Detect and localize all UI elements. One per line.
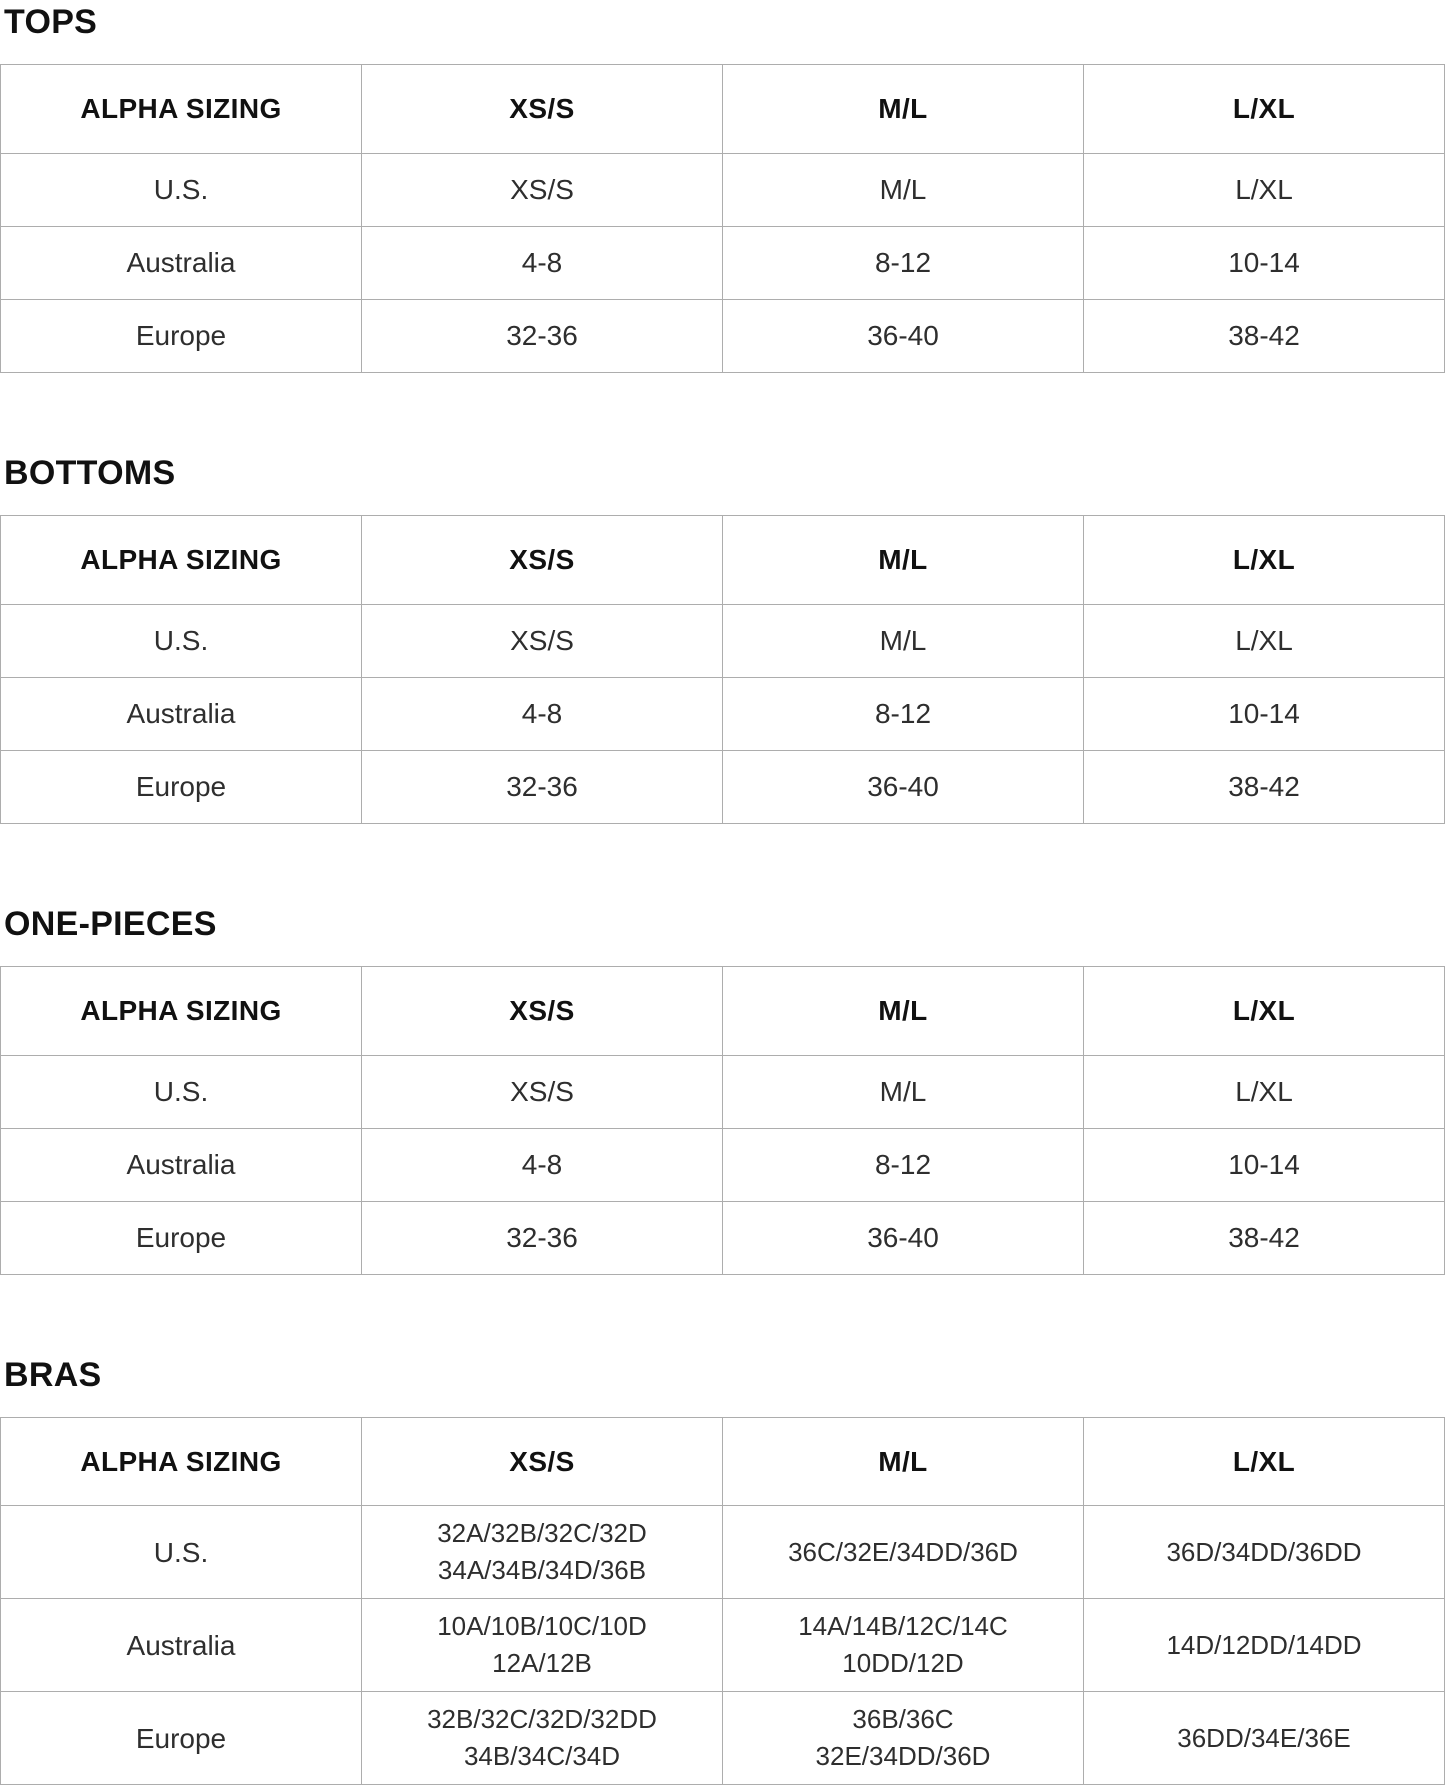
size-value-cell — [1084, 678, 1445, 751]
size-value-cell — [1084, 751, 1445, 824]
region-label-cell — [1, 1599, 362, 1692]
table-row-europe — [1, 300, 1445, 373]
size-value-cell — [723, 1129, 1084, 1202]
table-row-us — [1, 605, 1445, 678]
size-value-cell — [723, 678, 1084, 751]
column-header-xs-s: XS/S — [362, 967, 723, 1056]
bras-size-table — [0, 1417, 1445, 1785]
size-value-cell — [1084, 1692, 1445, 1785]
size-value-cell — [1084, 1129, 1445, 1202]
region-label-cell — [1, 300, 362, 373]
region-label-cell — [1, 1129, 362, 1202]
region-label: U.S. — [153, 1076, 209, 1107]
size-value-cell — [362, 1506, 723, 1599]
size-value-cell — [723, 154, 1084, 227]
size-value-cell — [1084, 1202, 1445, 1275]
size-value-line: 32A/32B/32C/32D — [437, 1518, 647, 1548]
region-label-cell — [1, 227, 362, 300]
size-value: 38-42 — [1228, 320, 1300, 351]
region-label: Europe — [135, 1222, 227, 1253]
table-header-row — [1, 65, 1445, 154]
size-value: 32-36 — [506, 320, 578, 351]
size-value-cell — [1084, 1506, 1445, 1599]
table-row-australia — [1, 227, 1445, 300]
size-value-cell — [362, 300, 723, 373]
section-tops — [0, 2, 1445, 373]
tops-size-table — [0, 64, 1445, 373]
column-header-l-xl: L/XL — [1084, 65, 1445, 154]
region-label-cell — [1, 605, 362, 678]
size-value: 36C/32E/34DD/36D — [788, 1536, 1018, 1567]
size-value-cell — [723, 1599, 1084, 1692]
size-value: L/XL — [1235, 174, 1293, 205]
size-value-cell — [1084, 605, 1445, 678]
table-row-europe — [1, 1202, 1445, 1275]
bottoms-size-table — [0, 515, 1445, 824]
size-value-cell — [362, 1202, 723, 1275]
size-value: 10-14 — [1228, 1149, 1300, 1180]
size-value-cell — [362, 154, 723, 227]
section-title-bottoms: BOTTOMS — [4, 454, 176, 492]
size-value-cell — [723, 1692, 1084, 1785]
column-header-xs-s: XS/S — [362, 1418, 723, 1506]
size-value-line: 32E/34DD/36D — [815, 1741, 991, 1771]
size-value-line: 34B/34C/34D — [463, 1741, 621, 1771]
region-label: U.S. — [153, 174, 209, 205]
column-header-xs-s: XS/S — [362, 516, 723, 605]
region-label: Australia — [126, 247, 236, 278]
size-value: 38-42 — [1228, 771, 1300, 802]
table-header-row — [1, 967, 1445, 1056]
column-header-m-l: M/L — [723, 1418, 1084, 1506]
size-value-cell — [723, 300, 1084, 373]
table-row-europe — [1, 1692, 1445, 1785]
size-value-cell — [1084, 227, 1445, 300]
table-row-europe — [1, 751, 1445, 824]
size-value-cell — [723, 227, 1084, 300]
size-value: 32-36 — [506, 771, 578, 802]
size-value-line: 36B/36C — [852, 1704, 954, 1734]
column-header-m-l: M/L — [723, 967, 1084, 1056]
region-label: U.S. — [153, 625, 209, 656]
region-label: Europe — [135, 1722, 227, 1754]
size-value-line: 34A/34B/34D/36B — [437, 1555, 647, 1585]
section-one-pieces — [0, 904, 1445, 1275]
table-row-us — [1, 1056, 1445, 1129]
region-label-cell — [1, 1692, 362, 1785]
column-header-alpha-sizing: ALPHA SIZING — [1, 967, 362, 1056]
size-value: 14D/12DD/14DD — [1166, 1629, 1362, 1660]
region-label-cell — [1, 1202, 362, 1275]
size-value-cell — [723, 1202, 1084, 1275]
column-header-alpha-sizing: ALPHA SIZING — [1, 516, 362, 605]
size-value-cell — [1084, 154, 1445, 227]
table-header-row — [1, 516, 1445, 605]
region-label-cell — [1, 678, 362, 751]
size-value: 36DD/34E/36E — [1177, 1722, 1351, 1753]
region-label-cell — [1, 1056, 362, 1129]
table-row-australia — [1, 1129, 1445, 1202]
size-value: 38-42 — [1228, 1222, 1300, 1253]
region-label-cell — [1, 751, 362, 824]
size-value-line: 14A/14B/12C/14C — [798, 1611, 1008, 1641]
size-value-line: 12A/12B — [492, 1648, 592, 1678]
column-header-l-xl: L/XL — [1084, 1418, 1445, 1506]
size-value: 32-36 — [506, 1222, 578, 1253]
size-value-cell — [723, 1056, 1084, 1129]
size-value-line: 32B/32C/32D/32DD — [427, 1704, 657, 1734]
size-value: 8-12 — [874, 247, 932, 278]
size-value: 4-8 — [521, 1149, 563, 1180]
size-value-cell — [362, 1692, 723, 1785]
size-value: L/XL — [1235, 625, 1293, 656]
column-header-xs-s: XS/S — [362, 65, 723, 154]
size-value-cell — [362, 1599, 723, 1692]
size-value: 36-40 — [867, 1222, 939, 1253]
column-header-alpha-sizing: ALPHA SIZING — [1, 1418, 362, 1506]
table-row-australia — [1, 678, 1445, 751]
section-title-bras: BRAS — [4, 1356, 102, 1394]
size-value: L/XL — [1235, 1076, 1293, 1107]
size-value: XS/S — [510, 1076, 574, 1107]
size-value: XS/S — [510, 625, 574, 656]
size-value: 36D/34DD/36DD — [1166, 1536, 1362, 1567]
size-value: XS/S — [510, 174, 574, 205]
size-value: M/L — [879, 1076, 927, 1107]
column-header-l-xl: L/XL — [1084, 967, 1445, 1056]
size-value: 4-8 — [521, 698, 563, 729]
column-header-alpha-sizing: ALPHA SIZING — [1, 65, 362, 154]
section-bras — [0, 1355, 1445, 1785]
size-value-line: 10A/10B/10C/10D — [437, 1611, 647, 1641]
size-value-cell — [1084, 1599, 1445, 1692]
size-value-cell — [362, 227, 723, 300]
region-label: Europe — [135, 320, 227, 351]
table-row-australia — [1, 1599, 1445, 1692]
one-pieces-size-table — [0, 966, 1445, 1275]
region-label: Europe — [135, 771, 227, 802]
size-value: 36-40 — [867, 771, 939, 802]
size-value-cell — [723, 605, 1084, 678]
size-value-cell — [362, 1129, 723, 1202]
size-value: 36-40 — [867, 320, 939, 351]
region-label: Australia — [126, 698, 236, 729]
size-value: 4-8 — [521, 247, 563, 278]
column-header-l-xl: L/XL — [1084, 516, 1445, 605]
table-header-row — [1, 1418, 1445, 1506]
size-guide-page — [0, 2, 1445, 1785]
column-header-m-l: M/L — [723, 516, 1084, 605]
size-value-cell — [1084, 300, 1445, 373]
size-value-cell — [723, 751, 1084, 824]
table-row-us — [1, 154, 1445, 227]
region-label-cell — [1, 1506, 362, 1599]
region-label: U.S. — [153, 1536, 209, 1568]
size-value-cell — [362, 751, 723, 824]
section-bottoms — [0, 453, 1445, 824]
size-value: 8-12 — [874, 698, 932, 729]
size-value-cell — [723, 1506, 1084, 1599]
size-value-cell — [362, 1056, 723, 1129]
region-label-cell — [1, 154, 362, 227]
size-value: M/L — [879, 174, 927, 205]
size-value-cell — [362, 605, 723, 678]
region-label: Australia — [126, 1149, 236, 1180]
size-value-cell — [1084, 1056, 1445, 1129]
region-label: Australia — [126, 1629, 236, 1661]
section-title-tops: TOPS — [4, 3, 98, 41]
table-row-us — [1, 1506, 1445, 1599]
size-value: M/L — [879, 625, 927, 656]
size-value-cell — [362, 678, 723, 751]
column-header-m-l: M/L — [723, 65, 1084, 154]
size-value: 10-14 — [1228, 698, 1300, 729]
section-title-one-pieces: ONE-PIECES — [4, 905, 217, 943]
size-value: 10-14 — [1228, 247, 1300, 278]
size-value-line: 10DD/12D — [842, 1648, 964, 1678]
size-value: 8-12 — [874, 1149, 932, 1180]
